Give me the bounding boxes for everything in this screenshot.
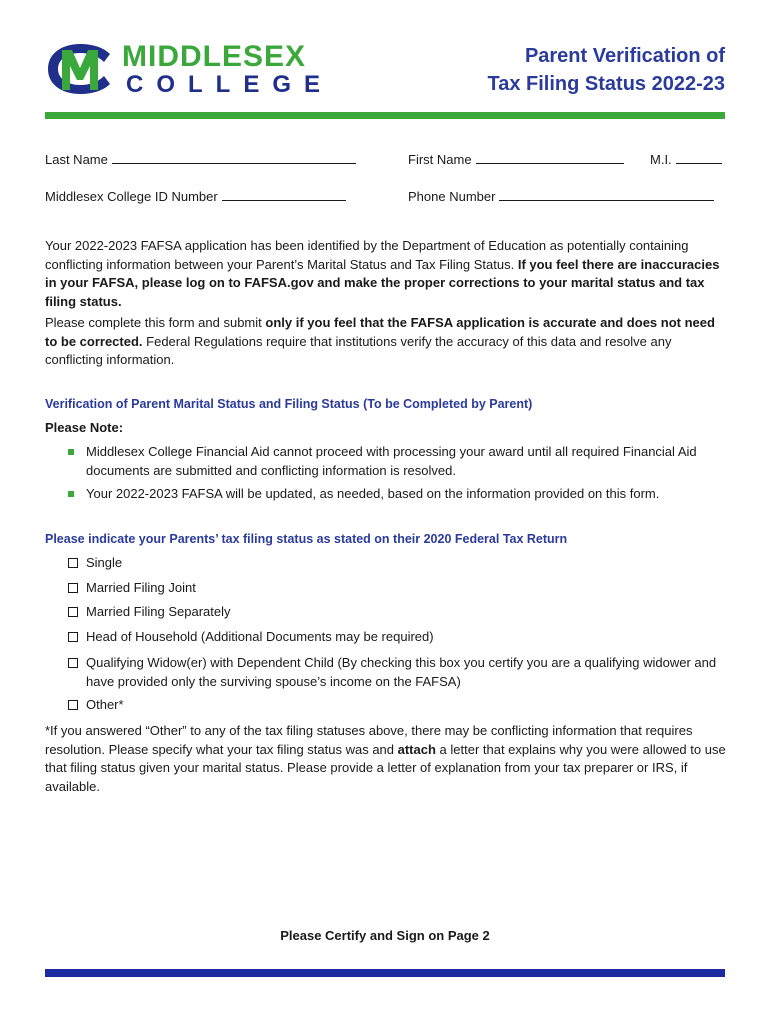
phone-number-blank[interactable] xyxy=(499,191,714,201)
first-name-field[interactable] xyxy=(408,152,624,168)
college-id-blank[interactable] xyxy=(222,191,346,201)
intro-paragraph-1 xyxy=(45,237,727,311)
middle-initial-field[interactable] xyxy=(650,152,722,168)
footnote-text-b: a letter that explains why you were allowed to use that filing status given your marital status. Please provide a letter of explanation from your tax preparer or IRS, if available. xyxy=(45,741,726,794)
option-label: Qualifying Widow(er) with Dependent Child (By checking this box you certify you are a qualifying widower and have provided only the surviving spouse’s income on the FAFSA) xyxy=(86,655,717,689)
intro-p1-bold: If you feel there are inaccuracies in your FAFSA, please log on to FAFSA.gov and make the proper corrections to your marital status and tax filing status. xyxy=(45,256,720,309)
middle-initial-label: M.I. xyxy=(650,152,672,167)
please-note-label: Please Note: xyxy=(45,420,124,435)
header-divider xyxy=(45,112,725,119)
option-married-filing-joint[interactable] xyxy=(68,579,728,598)
last-name-field[interactable] xyxy=(45,152,356,168)
bullet-square-icon xyxy=(68,449,74,455)
checkbox-icon[interactable] xyxy=(68,700,78,710)
option-single[interactable] xyxy=(68,554,728,573)
checkbox-icon[interactable] xyxy=(68,607,78,617)
checkbox-icon[interactable] xyxy=(68,558,78,568)
option-other[interactable] xyxy=(68,696,728,715)
college-id-field[interactable] xyxy=(45,189,346,205)
checkbox-icon[interactable] xyxy=(68,632,78,642)
title-line-1: Parent Verification of xyxy=(524,45,725,67)
phone-number-label: Phone Number xyxy=(408,189,496,204)
option-married-filing-separately[interactable] xyxy=(68,603,728,622)
first-name-label: First Name xyxy=(408,152,472,167)
last-name-blank[interactable] xyxy=(112,154,356,164)
footer-divider xyxy=(45,969,725,977)
intro-p1-text: Your 2022-2023 FAFSA application has been identified by the Department of Education as potentially containing conflicting information between your Parent’s Marital Status and Tax Filing Status. xyxy=(45,238,689,272)
option-head-of-household[interactable] xyxy=(68,628,728,647)
checkbox-icon[interactable] xyxy=(68,658,78,668)
option-qualifying-widower[interactable] xyxy=(68,654,728,691)
intro-p2-text-a: Please complete this form and submit xyxy=(45,315,266,330)
logo-word-middlesex: MIDDLESEX xyxy=(122,40,307,73)
title-line-2: Tax Filing Status 2022-23 xyxy=(487,73,725,95)
first-name-blank[interactable] xyxy=(476,154,624,164)
middlesex-college-logo xyxy=(42,40,334,100)
bullet-text: Your 2022-2023 FAFSA will be updated, as needed, based on the information provided on this form. xyxy=(86,486,660,501)
checkbox-icon[interactable] xyxy=(68,583,78,593)
option-label: Other* xyxy=(86,697,124,712)
college-id-label: Middlesex College ID Number xyxy=(45,189,218,204)
phone-number-field[interactable] xyxy=(408,189,714,205)
intro-paragraph-2 xyxy=(45,314,727,370)
other-footnote xyxy=(45,722,727,796)
option-label: Married Filing Separately xyxy=(86,604,231,619)
bullet-text: Middlesex College Financial Aid cannot proceed with processing your award until all required Financial Aid documents are submitted and conflicting information is resolved. xyxy=(86,444,697,478)
intro-p2-bold: only if you feel that the FAFSA application is accurate and does not need to be corrected. xyxy=(45,315,715,349)
bullet-square-icon xyxy=(68,491,74,497)
footnote-bold: attach xyxy=(397,741,436,757)
filing-status-heading: Please indicate your Parents’ tax filing status as stated on their 2020 Federal Tax Return xyxy=(45,532,568,546)
document-title xyxy=(425,42,725,98)
mc-monogram-icon xyxy=(42,42,116,96)
bullet-item xyxy=(68,443,728,480)
logo-word-college: COLLEGE xyxy=(126,71,334,98)
footnote-text-a: *If you answered “Other” to any of the tax filing statuses above, there may be conflicting information that requires resolution. Please specify what your tax filing status was and xyxy=(45,723,693,757)
option-label: Head of Household (Additional Documents may be required) xyxy=(86,629,434,644)
verification-heading: Verification of Parent Marital Status and Filing Status (To be Completed by Parent) xyxy=(45,397,533,411)
intro-p2-text-b: Federal Regulations require that institutions verify the accuracy of this data and resolve any conflicting information. xyxy=(45,333,672,367)
bullet-item xyxy=(68,485,728,504)
last-name-label: Last Name xyxy=(45,152,108,167)
certify-sign-note: Please Certify and Sign on Page 2 xyxy=(280,928,490,943)
option-label: Single xyxy=(86,555,123,570)
option-label: Married Filing Joint xyxy=(86,580,196,595)
middle-initial-blank[interactable] xyxy=(676,154,722,164)
